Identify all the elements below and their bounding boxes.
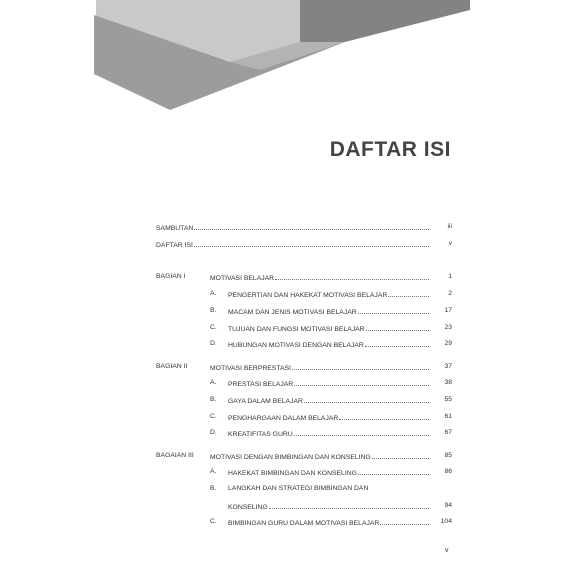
dot-leader	[294, 428, 429, 436]
toc-entry-first-line[interactable]	[228, 484, 452, 494]
toc-page-number: 17	[444, 307, 452, 314]
toc-page-number: 104	[440, 518, 452, 525]
toc-part-heading	[156, 272, 452, 282]
toc-part-heading	[156, 451, 452, 461]
toc-row-daftar-isi	[156, 239, 452, 249]
toc-page-number: 67	[444, 429, 452, 436]
toc-subentry-row	[156, 395, 452, 405]
toc-entry-label: HAKEKAT BIMBINGAN DAN KONSELING	[228, 470, 357, 477]
dot-leader	[269, 501, 429, 509]
toc-row-sambutan	[156, 222, 452, 232]
toc-page-number: 38	[444, 379, 452, 386]
toc-item-letter: C.	[210, 324, 217, 331]
toc-part-label: BAGIAN II	[156, 363, 188, 370]
toc-entry[interactable]	[228, 428, 452, 438]
toc-subentry-row	[156, 323, 452, 333]
toc-item-letter: A.	[210, 468, 217, 475]
toc-entry[interactable]	[156, 222, 452, 232]
toc-entry-label: SAMBUTAN	[156, 225, 194, 232]
dot-leader	[304, 395, 429, 403]
toc-entry[interactable]	[228, 412, 452, 422]
toc-page-number: v	[448, 240, 452, 247]
toc-subentry-row	[156, 484, 452, 494]
toc-entry[interactable]	[210, 272, 452, 282]
toc-entry[interactable]	[210, 451, 452, 461]
toc-entry[interactable]	[210, 362, 452, 372]
toc-entry-label: PENGERTIAN DAN HAKEKAT MOTIVASI BELAJAR	[228, 292, 388, 299]
dot-leader	[194, 239, 429, 247]
toc-entry[interactable]	[228, 467, 452, 477]
dot-leader	[358, 306, 429, 314]
dot-leader	[194, 222, 429, 230]
toc-entry[interactable]	[228, 501, 452, 511]
dot-leader	[275, 272, 429, 280]
toc-entry-label: MOTIVASI DENGAN BIMBINGAN DAN KONSELING	[210, 454, 371, 461]
toc-page-number: 85	[444, 452, 452, 459]
dot-leader	[388, 289, 429, 297]
toc-entry[interactable]	[228, 323, 452, 333]
toc-entry-label: MOTIVASI BELAJAR	[210, 275, 275, 282]
toc-item-letter: B.	[210, 485, 217, 492]
dot-leader	[294, 378, 429, 386]
dot-leader	[372, 451, 429, 459]
toc-entry[interactable]	[228, 289, 452, 299]
toc-part-label: BAGIAN I	[156, 273, 186, 280]
toc-entry-label: BIMBINGAN GURU DALAM MOTIVASI BELAJAR	[228, 520, 380, 527]
dot-leader	[292, 362, 429, 370]
toc-entry-label: LANGKAH DAN STRATEGI BIMBINGAN DAN	[228, 485, 369, 492]
toc-subentry-row	[156, 378, 452, 388]
page-number-footer: v	[445, 547, 449, 554]
toc-page-number: 61	[444, 413, 452, 420]
toc-entry-label: PRESTASI BELAJAR	[228, 381, 294, 388]
toc-entry[interactable]	[228, 339, 452, 349]
toc-page-number: 55	[444, 396, 452, 403]
toc-item-letter: A.	[210, 379, 217, 386]
toc-item-letter: D.	[210, 429, 217, 436]
toc-subentry-row	[156, 289, 452, 299]
decorative-header-graphic	[0, 0, 579, 130]
toc-item-letter: A.	[210, 290, 217, 297]
toc-page-number: 1	[448, 273, 452, 280]
toc-entry[interactable]	[228, 395, 452, 405]
toc-page-number: 37	[444, 363, 452, 370]
toc-entry-label: KREATIFITAS GURU	[228, 431, 293, 438]
toc-entry[interactable]	[228, 378, 452, 388]
toc-page-number: iii	[447, 223, 452, 230]
toc-entry-label: MACAM DAN JENIS MOTIVASI BELAJAR	[228, 309, 357, 316]
toc-page-number: 23	[444, 324, 452, 331]
toc-item-letter: C.	[210, 518, 217, 525]
toc-item-letter: B.	[210, 396, 217, 403]
toc-subentry-row	[156, 306, 452, 316]
toc-subentry-row	[156, 339, 452, 349]
toc-page-number: 94	[444, 502, 452, 509]
toc-subentry-row-continuation	[156, 501, 452, 511]
toc-entry-label-continuation: KONSELING	[228, 504, 268, 511]
toc-subentry-row	[156, 467, 452, 477]
toc-part-heading	[156, 362, 452, 372]
decor-dark-band	[300, 0, 470, 42]
dot-leader	[339, 412, 429, 420]
toc-page-number: 86	[444, 468, 452, 475]
toc-entry-label: TUJUAN DAN FUNGSI MOTIVASI BELAJAR	[228, 326, 365, 333]
toc-entry-label: HUBUNGAN MOTIVASI DENGAN BELAJAR	[228, 342, 364, 349]
dot-leader	[380, 517, 429, 525]
dot-leader	[366, 323, 429, 331]
dot-leader	[358, 467, 429, 475]
toc-entry-label: MOTIVASI BERPRESTASI	[210, 365, 291, 372]
toc-entry-label: DAFTAR ISI	[156, 242, 193, 249]
toc-subentry-row	[156, 428, 452, 438]
toc-subentry-row	[156, 412, 452, 422]
toc-item-letter: B.	[210, 307, 217, 314]
toc-subentry-row	[156, 517, 452, 527]
toc-entry-label: GAYA DALAM BELAJAR	[228, 398, 303, 405]
toc-entry[interactable]	[156, 239, 452, 249]
toc-page-number: 2	[448, 290, 452, 297]
toc-page-number: 29	[444, 340, 452, 347]
toc-entry[interactable]	[228, 306, 452, 316]
toc-part-label: BAGAIAN III	[156, 452, 194, 459]
toc-entry-label: PENGHARGAAN DALAM BELAJAR	[228, 415, 339, 422]
toc-item-letter: D.	[210, 340, 217, 347]
dot-leader	[365, 339, 429, 347]
toc-item-letter: C.	[210, 413, 217, 420]
page-title: DAFTAR ISI	[329, 138, 451, 161]
toc-entry[interactable]	[228, 517, 452, 527]
